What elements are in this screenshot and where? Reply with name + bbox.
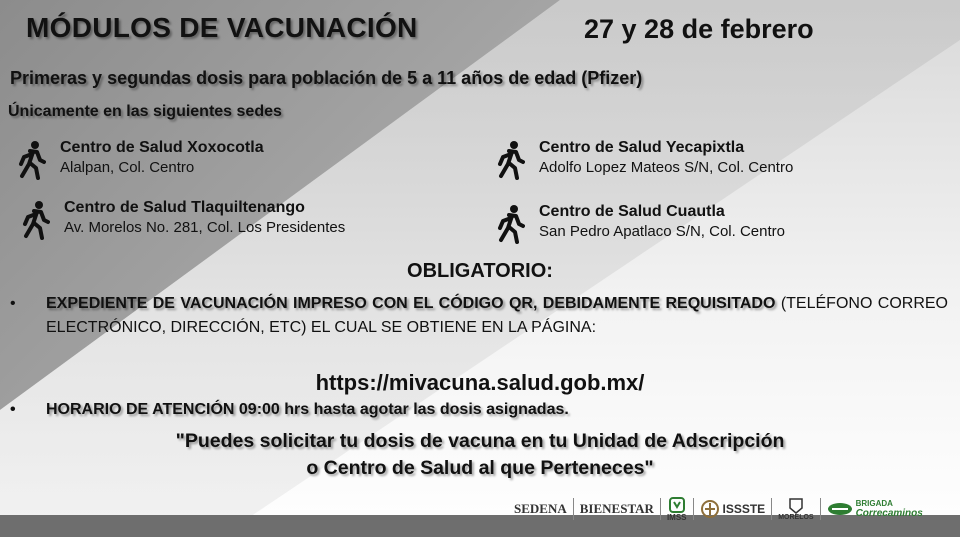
divider: [693, 498, 694, 520]
imss-label: IMSS: [666, 512, 687, 522]
site-yecapixtla: [495, 138, 793, 180]
divider: [573, 498, 574, 520]
walking-person-icon: [20, 200, 50, 240]
subtitle: Primeras y segundas dosis para población de 5 a 11 años de edad (Pfizer): [10, 68, 643, 88]
list-item: [10, 292, 948, 340]
morelos-shield-icon: [789, 498, 803, 514]
bienestar-label: BIENESTAR: [579, 501, 654, 516]
bullet: •: [10, 295, 16, 312]
site-name: Centro de Salud Xoxocotla: [60, 139, 264, 156]
requirement-text: [46, 292, 948, 340]
horario-text: HORARIO DE ATENCIÓN 09:00 hrs hasta agotar las dosis asignadas.: [46, 401, 569, 418]
imss-emblem-icon: [668, 497, 686, 513]
bienestar-logo: [580, 501, 654, 517]
obligatorio-heading: OBLIGATORIO:: [407, 260, 553, 282]
site-name: Centro de Salud Yecapixtla: [539, 139, 745, 156]
site-address: Adolfo Lopez Mateos S/N, Col. Centro: [539, 159, 794, 176]
issste-logo: [700, 499, 766, 519]
list-item: [10, 401, 569, 419]
site-tlaquiltenango: [20, 198, 345, 240]
walking-person-icon: [495, 204, 525, 244]
requirement-rest: (TELÉFONO CORREO ELECTRÓNICO, DIRECCIÓN, ETC) EL CUAL SE OBTIENE EN LA PÁGINA:: [46, 295, 949, 336]
sites-heading: Únicamente en las siguientes sedes: [8, 103, 282, 120]
site-name: Centro de Salud Tlaquiltenango: [64, 199, 305, 216]
quote-line: o Centro de Salud al que Perteneces": [306, 457, 654, 479]
issste-label: ISSSTE: [722, 502, 766, 516]
quote-line: "Puedes solicitar tu dosis de vacuna en tu Unidad de Adscripción: [175, 430, 785, 452]
imss-logo: [667, 497, 687, 522]
event-date: 27 y 28 de febrero: [584, 14, 814, 44]
bullet: •: [10, 401, 16, 418]
divider: [660, 498, 661, 520]
brigada-logo: [827, 499, 923, 519]
site-address: San Pedro Apatlaco S/N, Col. Centro: [539, 223, 785, 240]
divider: [820, 498, 821, 520]
site-cuautla: [495, 202, 785, 244]
morelos-logo: [778, 498, 813, 521]
sedena-logo: [514, 501, 567, 517]
divider: [771, 498, 772, 520]
walking-person-icon: [16, 140, 46, 180]
brigada-emblem-icon: [827, 501, 853, 517]
quote: [0, 428, 960, 482]
brigada-label: BRIGADA: [855, 499, 893, 508]
site-address: Av. Morelos No. 281, Col. Los Presidentes: [64, 219, 346, 236]
vaccine-url[interactable]: https://mivacuna.salud.gob.mx/: [315, 370, 645, 395]
sedena-label: SEDENA: [514, 501, 567, 516]
requirement-bold: EXPEDIENTE DE VACUNACIÓN IMPRESO CON EL CÓDIGO QR, DEBIDAMENTE REQUISITADO: [46, 295, 776, 312]
requirements-list: [10, 292, 948, 340]
site-xoxocotla: [16, 138, 264, 180]
site-address: Alalpan, Col. Centro: [60, 159, 195, 176]
issste-emblem-icon: [700, 499, 720, 519]
page-title: MÓDULOS DE VACUNACIÓN: [26, 12, 418, 43]
site-name: Centro de Salud Cuautla: [539, 203, 725, 220]
correcaminos-label: Correcaminos: [855, 508, 923, 519]
logos-strip: [514, 492, 960, 526]
morelos-label: MORELOS: [778, 513, 814, 521]
walking-person-icon: [495, 140, 525, 180]
